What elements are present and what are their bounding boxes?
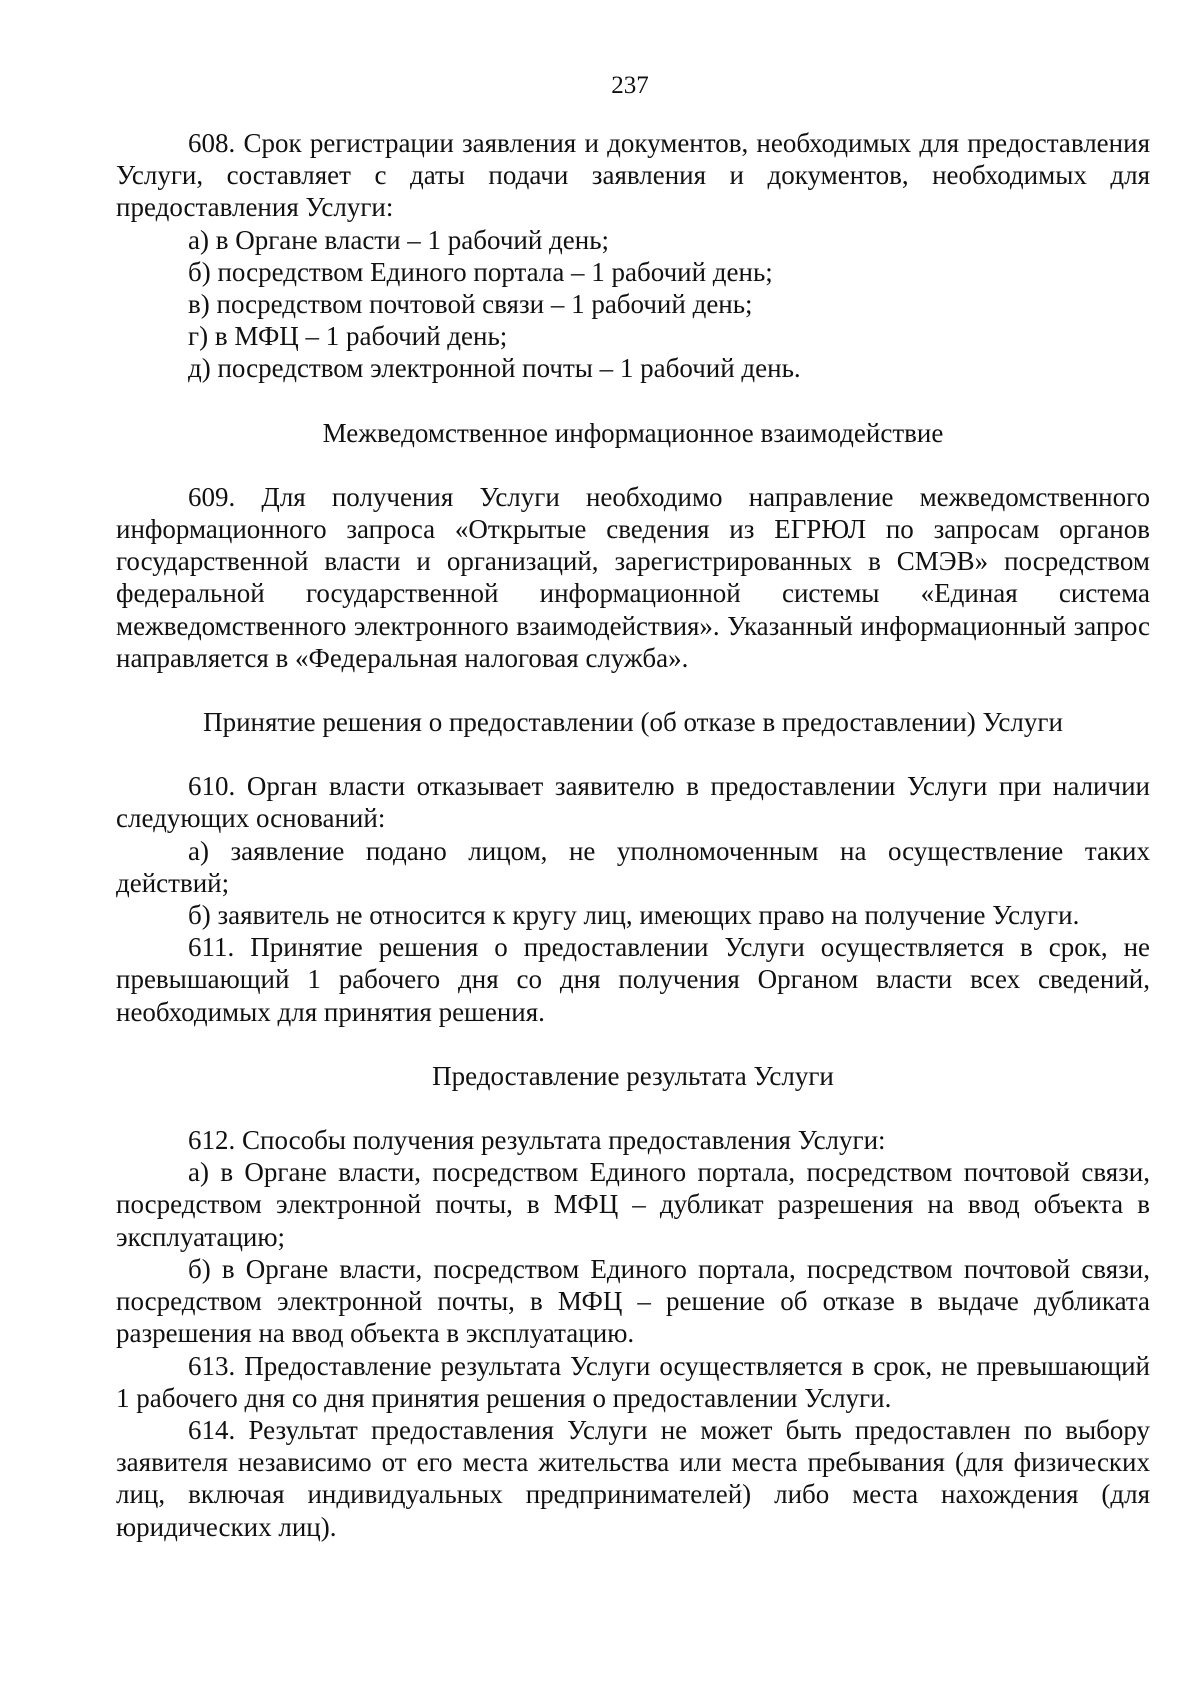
- paragraph-614: 614. Результат предоставления Услуги не может быть предоставлен по выбору заявителя независимо от его места жительства или места пребывания (для физических лиц, включая индивидуальных предпринимателей) либо места нахождения (для юридических лиц).: [116, 1414, 1150, 1542]
- list-item-610-a: а) заявление подано лицом, не уполномоченным на осуществление таких действий;: [116, 835, 1150, 898]
- list-item-612-a: а) в Органе власти, посредством Единого портала, посредством почтовой связи, посредством электронной почты, в МФЦ – дубликат разрешения на ввод объекта в эксплуатацию;: [116, 1157, 1150, 1252]
- list-item-608-a: а) в Органе власти – 1 рабочий день;: [188, 224, 610, 255]
- paragraph-613: 613. Предоставление результата Услуги осуществляется в срок, не превышающий 1 рабочего дня со дня принятия решения о предоставлении Услуги.: [116, 1350, 1150, 1413]
- section-heading-result: Предоставление результата Услуги: [432, 1060, 834, 1091]
- list-item-608-b: б) посредством Единого портала – 1 рабочий день;: [188, 256, 773, 287]
- paragraph-609: 609. Для получения Услуги необходимо направление межведомственного информационного запроса «Открытые сведения из ЕГРЮЛ по запросам органов государственной власти и организаций, зарегистрированных в СМЭВ» посредством федеральной государственной информационной системы «Единая система межведомственного электронного взаимодействия». Указанный информационный запрос направляется в «Федеральная налоговая служба».: [116, 481, 1150, 673]
- list-item-610-b: б) заявитель не относится к кругу лиц, имеющих право на получение Услуги.: [188, 900, 1080, 931]
- document-body: [116, 127, 1150, 1543]
- paragraph-611: 611. Принятие решения о предоставлении Услуги осуществляется в срок, не превышающий 1 рабочего дня со дня получения Органом власти всех сведений, необходимых для принятия решения.: [116, 932, 1150, 1027]
- list-item-608-d: г) в МФЦ – 1 рабочий день;: [188, 321, 508, 352]
- paragraph-610-intro: 610. Орган власти отказывает заявителю в предоставлении Услуги при наличии следующих оснований:: [116, 771, 1150, 834]
- paragraph-612-intro: 612. Способы получения результата предоставления Услуги:: [188, 1125, 886, 1156]
- section-heading-interagency: Межведомственное информационное взаимодействие: [322, 417, 944, 448]
- list-item-608-e: д) посредством электронной почты – 1 рабочий день.: [188, 353, 801, 384]
- page-number: 237: [611, 72, 649, 99]
- section-heading-decision: Принятие решения о предоставлении (об отказе в предоставлении) Услуги: [203, 707, 1063, 738]
- paragraph-608-intro: 608. Срок регистрации заявления и документов, необходимых для предоставления Услуги, составляет с даты подачи заявления и документов, необходимых для предоставления Услуги:: [116, 128, 1150, 223]
- list-item-612-b: б) в Органе власти, посредством Единого портала, посредством почтовой связи, посредством электронной почты, в МФЦ – решение об отказе в выдаче дубликата разрешения на ввод объекта в эксплуатацию.: [116, 1253, 1150, 1349]
- list-item-608-c: в) посредством почтовой связи – 1 рабочий день;: [188, 289, 753, 320]
